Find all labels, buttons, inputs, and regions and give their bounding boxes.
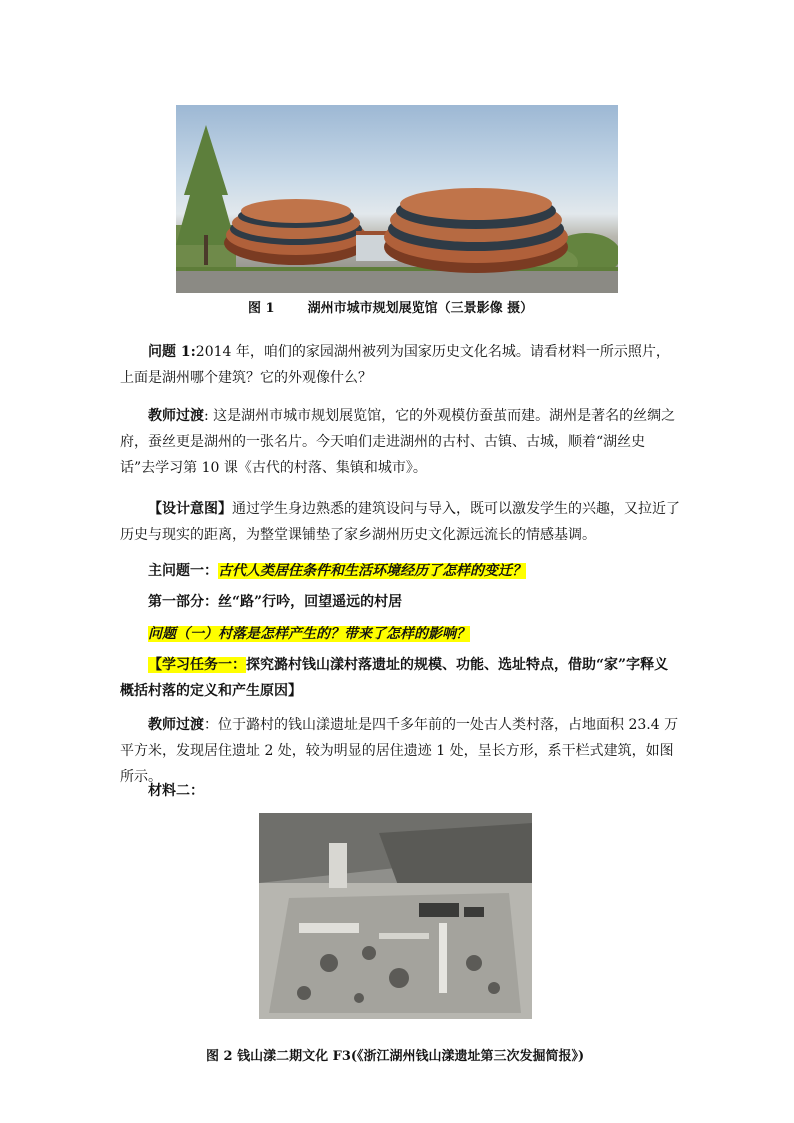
question1-label: 问题 1: bbox=[148, 344, 196, 360]
design-intent-paragraph bbox=[120, 496, 680, 548]
task1-text: 探究潞村钱山漾村落遗址的规模、功能、选址特点，借助“家”字释义概括村落的定义和产生原因】 bbox=[120, 657, 669, 699]
excavation-site-illustration bbox=[259, 813, 532, 1019]
figure1-caption-text: 湖州市城市规划展览馆（三景影像 摄） bbox=[307, 301, 534, 316]
task1-paragraph bbox=[120, 652, 680, 704]
figure1-caption bbox=[248, 297, 533, 316]
exhibition-hall-photo bbox=[176, 105, 618, 293]
question1-text: 2014 年，咱们的家园湖州被列为国家历史文化名城。请看材料一所示照片，上面是湖州哪个建筑？它的外观像什么？ bbox=[120, 344, 670, 386]
exhibition-hall-illustration bbox=[176, 105, 618, 293]
part1-heading: 第一部分：丝“路”行吟，回望遥远的村居 bbox=[148, 594, 403, 610]
teacher-transition1-text: : 这是湖州市城市规划展览馆，它的外观模仿蚕茧而建。湖州是著名的丝绸之府，蚕丝更是湖州的一张名片。今天咱们走进湖州的古村、古镇、古城，顺着“湖丝史话”去学习第 10 课《古代的村落、集镇和城市》。 bbox=[120, 408, 676, 476]
question-one-text: 问题（一）村落是怎样产生的？带来了怎样的影响？ bbox=[148, 626, 470, 642]
question-one-paragraph bbox=[120, 621, 680, 647]
left-building bbox=[224, 199, 368, 265]
main-question-paragraph bbox=[120, 558, 680, 584]
main-question-text: 古代人类居住条件和生活环境经历了怎样的变迁？ bbox=[218, 563, 526, 579]
teacher-transition2-text: ：位于潞村的钱山漾遗址是四千多年前的一处古人类村落，占地面积 23.4 万平方米，发现居住遗址 2 处，较为明显的居住遗迹 1 处，呈长方形，系干栏式建筑，如图所示。 bbox=[120, 717, 679, 785]
question1-paragraph bbox=[120, 339, 680, 391]
right-building bbox=[384, 188, 568, 273]
teacher-transition1-paragraph bbox=[120, 403, 680, 481]
design-intent-text: 通过学生身边熟悉的建筑设问与导入，既可以激发学生的兴趣，又拉近了历史与现实的距离，为整堂课铺垫了家乡湖州历史文化源远流长的情感基调。 bbox=[120, 501, 680, 543]
material2-label: 材料二： bbox=[148, 783, 204, 799]
figure1-caption-label: 图 1 bbox=[248, 301, 275, 316]
task1-label: 【学习任务一： bbox=[148, 657, 246, 673]
main-question-label: 主问题一： bbox=[148, 563, 218, 579]
teacher-transition2-label: 教师过渡 bbox=[148, 717, 204, 733]
excavation-site-photo bbox=[259, 813, 532, 1019]
design-intent-label: 【设计意图】 bbox=[148, 501, 232, 517]
figure2-caption: 图 2 钱山漾二期文化 F3(《浙江湖州钱山漾遗址第三次发掘简报》) bbox=[206, 1049, 585, 1064]
teacher-transition1-label: 教师过渡 bbox=[148, 408, 204, 424]
